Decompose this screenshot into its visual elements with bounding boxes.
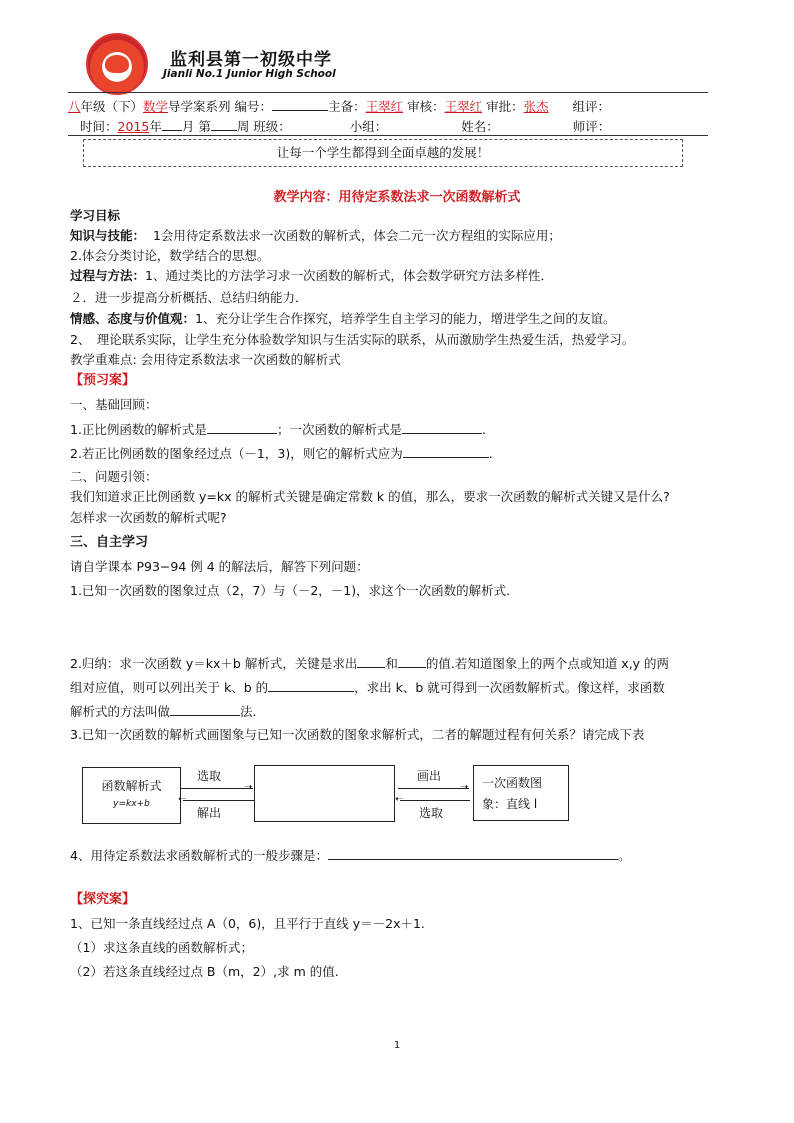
exercise-1: 1.已知一次函数的图象过点（2，7）与（－2，－1)，求这个一次函数的解析式. — [70, 583, 511, 598]
explore-question-1: 1、已知一条直线经过点 A（0，6)，且平行于直线 y＝－2x＋1. — [70, 916, 425, 931]
section-self-study: 三、自主学习 — [70, 535, 149, 550]
subject: 数学 — [143, 99, 169, 114]
answer-blank[interactable] — [402, 421, 482, 434]
answer-blank[interactable] — [357, 655, 385, 668]
guide-text-2: 怎样求一次函数的解析式呢? — [70, 510, 227, 525]
read-instruction: 请自学课本 P93−94 例 4 的解法后，解答下列问题： — [70, 559, 369, 574]
explore-question-1a: （1）求这条直线的函数解析式； — [70, 940, 253, 955]
arrow-2-top-label: 画出 — [417, 769, 442, 783]
arrow-head-left-1: ➝ — [178, 794, 187, 805]
grade: 八 — [68, 99, 81, 114]
num-blank — [272, 98, 328, 111]
arrow-head-right-1: ➝ — [244, 782, 253, 793]
arrow-1-bottom-label: 解出 — [197, 806, 222, 820]
key-point: 教学重难点: 会用待定系数法求一次函数的解析式 — [70, 352, 341, 367]
explore-heading: 【探究案】 — [70, 892, 136, 907]
motto-box: 让每一个学生都得到全面卓越的发展！ — [83, 139, 683, 167]
goal-process-2: ２．进一步提高分析概括、总结归纳能力． — [70, 290, 308, 305]
question-2: 2.若正比例函数的图象经过点（－1，3)，则它的解析式应为 . — [70, 446, 493, 461]
school-name-cn: 监利县第一初级中学 — [170, 50, 332, 70]
exercise-3: 3.已知一次函数的解析式画图象与已知一次函数的图象求解析式，二者的解题过程有何关系？请完成下表 — [70, 727, 645, 742]
arrow-1-top-label: 选取 — [197, 769, 222, 783]
goal-knowledge-2: 2.体会分类讨论，数学结合的思想。 — [70, 248, 270, 263]
diagram-box-formula — [82, 767, 181, 824]
diagram-box-formula-expr: y=kx+b — [113, 799, 150, 809]
arrow-right-1 — [181, 788, 253, 789]
diagram-box-graph — [473, 765, 569, 821]
answer-blank[interactable] — [268, 679, 354, 692]
header-rule — [68, 92, 708, 93]
question-1: 1.正比例函数的解析式是 ；一次函数的解析式是 . — [70, 422, 486, 437]
goal-emotion-2: 2、 理论联系实际，让学生充分体验数学知识与生活实际的联系，从而激励学生热爱生活，热爱学习。 — [70, 332, 635, 347]
diagram-box-graph-line-2: 象：直线 l — [482, 797, 538, 811]
guide-text-1: 我们知道求正比例函数 y=kx 的解析式关键是确定常数 k 的值，那么，要求一次函数的解析式关键又是什么? — [70, 489, 670, 504]
arrow-head-right-2: ➝ — [460, 782, 469, 793]
arrow-right-2 — [398, 788, 469, 789]
arrow-head-left-2: ➝ — [395, 794, 404, 805]
answer-blank[interactable] — [170, 703, 240, 716]
arrow-left-2 — [400, 800, 470, 801]
school-name-en: Jianli No.1 Junior High School — [163, 68, 336, 80]
section-review: 一、基础回顾： — [70, 397, 158, 412]
info-line-1: 八年级（下）数学导学案系列 编号： 主备：王翠红 审核：王翠红 审批：张杰 组评： — [68, 99, 610, 114]
year: 2015 — [117, 119, 150, 134]
exercise-4: 4、用待定系数法求函数解析式的一般步骤是： 。 — [70, 848, 631, 863]
exercise-2-line-3: 解析式的方法叫做 法. — [70, 704, 257, 719]
exercise-2-line-2: 组对应值，则可以列出关于 k、b 的 ，求出 k、b 就可得到一次函数解析式。像这样，求函数 — [70, 680, 665, 695]
preview-heading: 【预习案】 — [70, 373, 136, 388]
goal-process-1: 过程与方法：1、通过类比的方法学习求一次函数的解析式，体会数学研究方法多样性． — [70, 268, 553, 283]
school-logo — [86, 33, 148, 95]
info-rule — [68, 135, 708, 136]
answer-blank[interactable] — [207, 421, 277, 434]
section-guide: 二、问题引领： — [70, 469, 158, 484]
diagram-box-formula-title: 函数解析式 — [101, 779, 162, 793]
goal-emotion-1: 情感、态度与价值观：1、充分让学生合作探究，培养学生自主学习的能力，增进学生之间的友谊。 — [70, 311, 616, 326]
diagram-box-graph-line-1: 一次函数图 — [482, 776, 543, 790]
answer-blank[interactable] — [328, 847, 618, 860]
reviewer-name: 王翠红 — [444, 99, 483, 114]
approver-name: 张杰 — [523, 99, 549, 114]
answer-blank[interactable] — [403, 445, 489, 458]
goals-heading: 学习目标 — [70, 208, 121, 223]
info-line-2: 时间：2015年 月 第 周 班级： 小组： 姓名： 师评： — [80, 119, 611, 134]
explore-question-1b: （2）若这条直线经过点 B（m，2）,求 m 的值. — [70, 964, 339, 979]
arrow-left-1 — [183, 800, 254, 801]
arrow-2-bottom-label: 选取 — [419, 806, 444, 820]
lesson-title: 教学内容：用待定系数法求一次函数解析式 — [273, 190, 521, 205]
diagram-box-middle — [254, 765, 395, 822]
page-number: 1 — [393, 1040, 401, 1051]
exercise-2-line-1: 2.归纳：求一次函数 y＝kx＋b 解析式，关键是求出 和 的值.若知道图象上的两个点或知道 x,y 的两 — [70, 656, 670, 671]
answer-blank[interactable] — [398, 655, 426, 668]
host-name: 王翠红 — [365, 99, 404, 114]
goal-knowledge-1: 知识与技能： 1会用待定系数法求一次函数的解析式，体会二元一次方程组的实际应用； — [70, 228, 561, 243]
